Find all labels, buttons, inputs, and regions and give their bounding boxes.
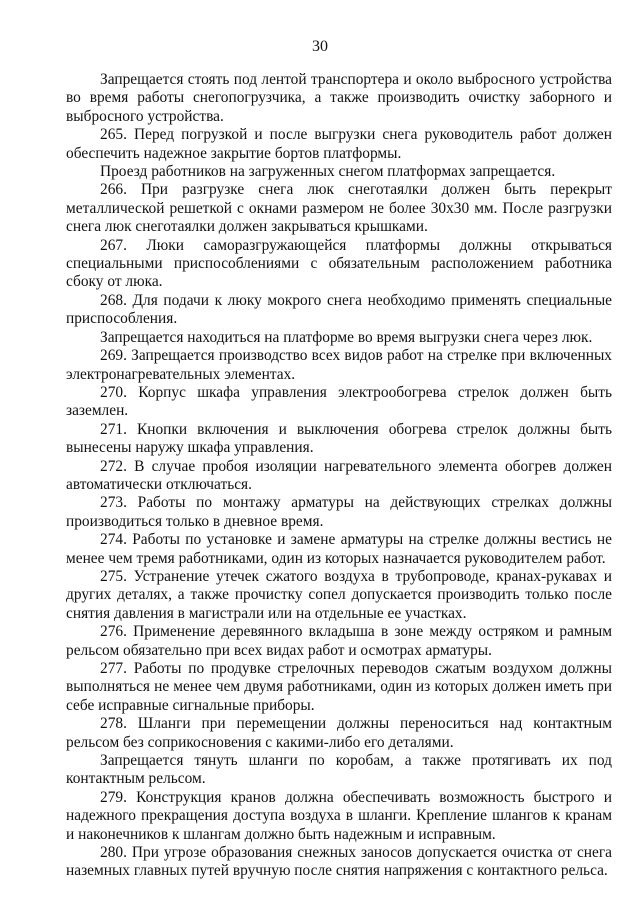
paragraph: 268. Для подачи к люку мокрого снега необходимо применять специальные приспособления. (66, 291, 612, 328)
paragraph: Запрещается тянуть шланги по коробам, а также протягивать их под контактным рельсом. (66, 752, 612, 788)
paragraph: 274. Работы по установке и замене арматуры на стрелке должны вестись не менее чем тремя работниками, один из которых назначается руководителем работ. (66, 531, 612, 567)
paragraph: 280. При угрозе образования снежных заносов допускается очистка от снега наземных главных путей вручную после снятия напряжения с контактного рельса. (66, 844, 612, 880)
paragraph: 272. В случае пробоя изоляции нагревательного элемента обогрев должен автоматически отключаться. (66, 457, 612, 493)
paragraph: 276. Применение деревянного вкладыша в зоне между остряком и рамным рельсом обязательно при всех видах работ и осмотрах арматуры. (66, 623, 612, 659)
paragraph: 275. Устранение утечек сжатого воздуха в трубопроводе, кранах-рукавах и других деталях, а также прочистку сопел допускается производить только после снятия давления в магистрали или на отдельные ее участках. (66, 567, 612, 622)
paragraph: 266. При разгрузке снега люк снеготаялки должен быть перекрыт металлической решеткой с окнами размером не более 30x30 мм. После разгрузки снега люк снеготаялки должен закрываться крышками. (66, 181, 612, 236)
paragraph: 277. Работы по продувке стрелочных переводов сжатым воздухом должны выполняться не менее чем двумя работниками, один из которых должен иметь при себе исправные сигнальные приборы. (66, 660, 612, 714)
paragraph: 271. Кнопки включения и выключения обогрева стрелок должны быть вынесены наружу шкафа управления. (66, 420, 612, 457)
paragraph: 278. Шланги при перемещении должны переноситься над контактным рельсом без соприкосновения с какими-либо его деталями. (66, 715, 612, 751)
document-body (66, 71, 612, 881)
paragraph: Запрещается стоять под лентой транспортера и около выбросного устройства во время работы снегопогрузчика, а также производить очистку заборного и выбросного устройства. (66, 71, 612, 125)
paragraph: 265. Перед погрузкой и после выгрузки снега руководитель работ должен обеспечить надежное закрытие бортов платформы. (66, 126, 612, 162)
paragraph: 273. Работы по монтажу арматуры на действующих стрелках должны производиться только в дневное время. (66, 494, 612, 530)
paragraph: 269. Запрещается производство всех видов работ на стрелке при включенных электронагревательных элементах. (66, 347, 612, 383)
page-number: 30 (312, 38, 328, 55)
paragraph: 267. Люки саморазгружающейся платформы должны открываться специальными приспособлениями с обязательным расположением работника сбоку от люка. (66, 236, 612, 291)
paragraph: 279. Конструкция кранов должна обеспечивать возможность быстрого и надежного прекращения доступа воздуха в шланги. Крепление шлангов к кранам и наконечников к шлангам должно быть надежным и исправным. (66, 788, 612, 843)
paragraph: Проезд работников на загруженных снегом платформах запрещается. (100, 163, 556, 181)
paragraph: Запрещается находиться на платформе во время выгрузки снега через люк. (100, 328, 593, 346)
paragraph: 270. Корпус шкафа управления электрообогрева стрелок должен быть заземлен. (66, 383, 612, 420)
